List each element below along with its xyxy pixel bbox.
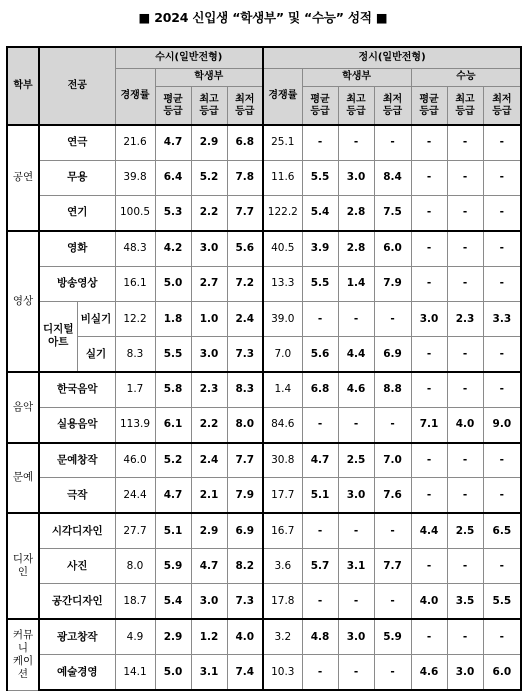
- susi-grade-cell: 6.4: [155, 160, 191, 195]
- jeong-grade-cell: -: [302, 513, 338, 548]
- suneung-grade-cell: 4.0: [411, 584, 447, 619]
- susi-grade-cell: 7.9: [227, 478, 263, 513]
- susi-grade-cell: 2.9: [191, 513, 227, 548]
- jeong-grade-cell: 5.9: [374, 619, 411, 654]
- score-table: [6, 46, 522, 691]
- table-body: [7, 47, 521, 690]
- suneung-grade-cell: -: [483, 549, 521, 584]
- jeong-grade-cell: 3.0: [338, 478, 374, 513]
- suneung-grade-cell: -: [483, 478, 521, 513]
- jeong-grade-cell: 4.8: [302, 619, 338, 654]
- suneung-grade-cell: 4.6: [411, 655, 447, 691]
- jeong-grade-cell: -: [338, 301, 374, 336]
- suneung-grade-cell: 3.5: [447, 584, 483, 619]
- jeong-grade-cell: -: [338, 655, 374, 691]
- susi-competition-cell: 14.1: [115, 655, 155, 691]
- jeong-grade-cell: 3.0: [338, 160, 374, 195]
- sub-major-cell: 비실기: [77, 301, 115, 336]
- susi-competition-cell: 16.1: [115, 266, 155, 301]
- jeong-grade-cell: -: [338, 407, 374, 442]
- table-row: [7, 125, 521, 160]
- jeong-grade-cell: -: [302, 125, 338, 160]
- dept-cell: 문예: [7, 443, 39, 514]
- suneung-grade-cell: -: [447, 478, 483, 513]
- suneung-grade-cell: -: [411, 549, 447, 584]
- suneung-grade-cell: 3.0: [411, 301, 447, 336]
- jeong-grade-cell: 6.0: [374, 231, 411, 266]
- jeong-grade-cell: 4.6: [338, 372, 374, 407]
- jeong-competition-cell: 39.0: [263, 301, 302, 336]
- suneung-grade-cell: 3.0: [447, 655, 483, 691]
- susi-grade-cell: 3.0: [191, 337, 227, 372]
- table-row: [7, 301, 521, 336]
- susi-grade-cell: 2.3: [191, 372, 227, 407]
- suneung-grade-cell: -: [447, 125, 483, 160]
- table-row: [7, 513, 521, 548]
- major-cell: 사진: [39, 549, 115, 584]
- header-suneung-worst: 최저 등급: [483, 87, 521, 125]
- jeong-grade-cell: -: [374, 584, 411, 619]
- jeong-grade-cell: -: [374, 513, 411, 548]
- suneung-grade-cell: -: [483, 443, 521, 478]
- suneung-grade-cell: -: [411, 195, 447, 230]
- jeong-grade-cell: 5.6: [302, 337, 338, 372]
- jeong-grade-cell: 7.9: [374, 266, 411, 301]
- dept-cell: 커뮤니 케이션: [7, 619, 39, 690]
- major-cell: 시각디자인: [39, 513, 115, 548]
- susi-competition-cell: 8.0: [115, 549, 155, 584]
- susi-grade-cell: 5.0: [155, 655, 191, 691]
- jeong-grade-cell: 5.4: [302, 195, 338, 230]
- suneung-grade-cell: -: [411, 372, 447, 407]
- major-cell: 무용: [39, 160, 115, 195]
- susi-grade-cell: 4.7: [191, 549, 227, 584]
- susi-grade-cell: 4.7: [155, 125, 191, 160]
- header-jeong-competition: 경쟁률: [263, 68, 302, 125]
- suneung-grade-cell: -: [447, 195, 483, 230]
- table-row: [7, 443, 521, 478]
- header-susi: 수시(일반전형): [115, 47, 263, 68]
- susi-competition-cell: 12.2: [115, 301, 155, 336]
- jeong-grade-cell: -: [302, 407, 338, 442]
- table-row: [7, 195, 521, 230]
- jeong-grade-cell: 3.9: [302, 231, 338, 266]
- suneung-grade-cell: -: [447, 372, 483, 407]
- jeong-grade-cell: -: [374, 655, 411, 691]
- suneung-grade-cell: -: [447, 266, 483, 301]
- jeong-grade-cell: 7.6: [374, 478, 411, 513]
- suneung-grade-cell: -: [411, 266, 447, 301]
- dept-cell: 디자인: [7, 513, 39, 619]
- susi-grade-cell: 6.8: [227, 125, 263, 160]
- susi-competition-cell: 4.9: [115, 619, 155, 654]
- susi-grade-cell: 1.2: [191, 619, 227, 654]
- table-row: [7, 584, 521, 619]
- jeong-competition-cell: 10.3: [263, 655, 302, 691]
- susi-grade-cell: 2.4: [191, 443, 227, 478]
- major-cell: 디지털 아트: [39, 301, 77, 372]
- table-row: [7, 549, 521, 584]
- jeong-grade-cell: -: [338, 513, 374, 548]
- table-row: [7, 231, 521, 266]
- suneung-grade-cell: -: [447, 619, 483, 654]
- susi-grade-cell: 4.7: [155, 478, 191, 513]
- susi-grade-cell: 2.1: [191, 478, 227, 513]
- jeong-grade-cell: 8.4: [374, 160, 411, 195]
- susi-grade-cell: 8.0: [227, 407, 263, 442]
- jeong-grade-cell: 2.8: [338, 231, 374, 266]
- header-susi-hakseangbu: 학생부: [155, 68, 263, 87]
- dept-cell: 공연: [7, 125, 39, 231]
- table-row: [7, 266, 521, 301]
- susi-grade-cell: 5.1: [155, 513, 191, 548]
- susi-grade-cell: 5.5: [155, 337, 191, 372]
- susi-competition-cell: 18.7: [115, 584, 155, 619]
- susi-grade-cell: 2.9: [191, 125, 227, 160]
- table-row: [7, 407, 521, 442]
- jeong-competition-cell: 7.0: [263, 337, 302, 372]
- susi-grade-cell: 2.2: [191, 195, 227, 230]
- susi-grade-cell: 5.8: [155, 372, 191, 407]
- susi-grade-cell: 7.7: [227, 443, 263, 478]
- jeong-grade-cell: 3.0: [338, 619, 374, 654]
- susi-competition-cell: 113.9: [115, 407, 155, 442]
- suneung-grade-cell: -: [447, 160, 483, 195]
- header-major: 전공: [39, 47, 115, 125]
- susi-grade-cell: 3.1: [191, 655, 227, 691]
- header-suneung-avg: 평균 등급: [411, 87, 447, 125]
- table-row: [7, 372, 521, 407]
- header-susi-best: 최고 등급: [191, 87, 227, 125]
- susi-competition-cell: 39.8: [115, 160, 155, 195]
- suneung-grade-cell: -: [411, 125, 447, 160]
- jeong-competition-cell: 17.7: [263, 478, 302, 513]
- jeong-grade-cell: 5.1: [302, 478, 338, 513]
- jeong-competition-cell: 25.1: [263, 125, 302, 160]
- suneung-grade-cell: -: [447, 443, 483, 478]
- header-suneung-best: 최고 등급: [447, 87, 483, 125]
- susi-grade-cell: 5.9: [155, 549, 191, 584]
- suneung-grade-cell: -: [483, 266, 521, 301]
- header-susi-competition: 경쟁률: [115, 68, 155, 125]
- major-cell: 문예창작: [39, 443, 115, 478]
- suneung-grade-cell: -: [483, 125, 521, 160]
- jeong-competition-cell: 13.3: [263, 266, 302, 301]
- jeong-grade-cell: 5.5: [302, 160, 338, 195]
- jeong-competition-cell: 11.6: [263, 160, 302, 195]
- susi-grade-cell: 4.2: [155, 231, 191, 266]
- susi-grade-cell: 7.3: [227, 337, 263, 372]
- major-cell: 광고창작: [39, 619, 115, 654]
- susi-grade-cell: 5.6: [227, 231, 263, 266]
- jeong-competition-cell: 40.5: [263, 231, 302, 266]
- jeong-competition-cell: 17.8: [263, 584, 302, 619]
- susi-competition-cell: 24.4: [115, 478, 155, 513]
- susi-competition-cell: 27.7: [115, 513, 155, 548]
- suneung-grade-cell: 2.3: [447, 301, 483, 336]
- jeong-competition-cell: 3.6: [263, 549, 302, 584]
- jeong-grade-cell: -: [302, 301, 338, 336]
- susi-grade-cell: 7.4: [227, 655, 263, 691]
- jeong-grade-cell: 4.4: [338, 337, 374, 372]
- susi-grade-cell: 3.0: [191, 231, 227, 266]
- dept-cell: 음악: [7, 372, 39, 443]
- suneung-grade-cell: -: [411, 337, 447, 372]
- suneung-grade-cell: 4.4: [411, 513, 447, 548]
- major-cell: 예술경영: [39, 655, 115, 691]
- major-cell: 영화: [39, 231, 115, 266]
- susi-grade-cell: 6.9: [227, 513, 263, 548]
- major-cell: 연기: [39, 195, 115, 230]
- susi-grade-cell: 5.4: [155, 584, 191, 619]
- susi-grade-cell: 7.7: [227, 195, 263, 230]
- header-suneung: 수능: [411, 68, 521, 87]
- susi-grade-cell: 1.8: [155, 301, 191, 336]
- major-cell: 연극: [39, 125, 115, 160]
- sub-major-cell: 실기: [77, 337, 115, 372]
- suneung-grade-cell: -: [447, 549, 483, 584]
- susi-grade-cell: 5.2: [155, 443, 191, 478]
- table-row: [7, 478, 521, 513]
- suneung-grade-cell: -: [483, 231, 521, 266]
- jeong-grade-cell: -: [302, 655, 338, 691]
- susi-competition-cell: 48.3: [115, 231, 155, 266]
- major-cell: 실용음악: [39, 407, 115, 442]
- suneung-grade-cell: -: [411, 443, 447, 478]
- jeong-grade-cell: 1.4: [338, 266, 374, 301]
- susi-grade-cell: 1.0: [191, 301, 227, 336]
- suneung-grade-cell: -: [483, 195, 521, 230]
- suneung-grade-cell: 6.0: [483, 655, 521, 691]
- page-title: ■ 2024 신입생 “학생부” 및 “수능” 성적 ■: [138, 10, 388, 25]
- suneung-grade-cell: 3.3: [483, 301, 521, 336]
- header-susi-worst: 최저 등급: [227, 87, 263, 125]
- susi-grade-cell: 7.8: [227, 160, 263, 195]
- susi-competition-cell: 1.7: [115, 372, 155, 407]
- jeong-grade-cell: 3.1: [338, 549, 374, 584]
- suneung-grade-cell: -: [483, 372, 521, 407]
- susi-competition-cell: 46.0: [115, 443, 155, 478]
- suneung-grade-cell: -: [483, 160, 521, 195]
- susi-grade-cell: 8.2: [227, 549, 263, 584]
- susi-grade-cell: 6.1: [155, 407, 191, 442]
- table-row: [7, 337, 521, 372]
- jeong-grade-cell: 6.9: [374, 337, 411, 372]
- susi-grade-cell: 5.2: [191, 160, 227, 195]
- jeong-competition-cell: 122.2: [263, 195, 302, 230]
- suneung-grade-cell: -: [447, 337, 483, 372]
- jeong-competition-cell: 84.6: [263, 407, 302, 442]
- susi-grade-cell: 2.9: [155, 619, 191, 654]
- susi-grade-cell: 4.0: [227, 619, 263, 654]
- jeong-grade-cell: 2.8: [338, 195, 374, 230]
- suneung-grade-cell: 7.1: [411, 407, 447, 442]
- jeong-competition-cell: 30.8: [263, 443, 302, 478]
- jeong-competition-cell: 3.2: [263, 619, 302, 654]
- susi-competition-cell: 21.6: [115, 125, 155, 160]
- jeong-grade-cell: -: [374, 407, 411, 442]
- jeong-competition-cell: 16.7: [263, 513, 302, 548]
- jeong-grade-cell: 5.5: [302, 266, 338, 301]
- major-cell: 공간디자인: [39, 584, 115, 619]
- header-dept: 학부: [7, 47, 39, 125]
- susi-grade-cell: 5.3: [155, 195, 191, 230]
- susi-grade-cell: 2.4: [227, 301, 263, 336]
- jeong-grade-cell: 4.7: [302, 443, 338, 478]
- susi-grade-cell: 2.7: [191, 266, 227, 301]
- jeong-grade-cell: -: [338, 584, 374, 619]
- jeong-grade-cell: 6.8: [302, 372, 338, 407]
- major-cell: 방송영상: [39, 266, 115, 301]
- table-row: [7, 160, 521, 195]
- jeong-grade-cell: 2.5: [338, 443, 374, 478]
- suneung-grade-cell: 9.0: [483, 407, 521, 442]
- jeong-grade-cell: 7.5: [374, 195, 411, 230]
- suneung-grade-cell: 5.5: [483, 584, 521, 619]
- header-jeong-worst: 최저 등급: [374, 87, 411, 125]
- susi-competition-cell: 100.5: [115, 195, 155, 230]
- suneung-grade-cell: 6.5: [483, 513, 521, 548]
- header-jeong-avg: 평균 등급: [302, 87, 338, 125]
- suneung-grade-cell: 4.0: [447, 407, 483, 442]
- jeong-grade-cell: 7.0: [374, 443, 411, 478]
- header-susi-avg: 평균 등급: [155, 87, 191, 125]
- jeong-grade-cell: -: [374, 301, 411, 336]
- suneung-grade-cell: -: [411, 478, 447, 513]
- jeong-grade-cell: -: [338, 125, 374, 160]
- table-row: [7, 619, 521, 654]
- susi-grade-cell: 2.2: [191, 407, 227, 442]
- jeong-competition-cell: 1.4: [263, 372, 302, 407]
- header-jeongsi: 정시(일반전형): [263, 47, 521, 68]
- header-row-1: [7, 47, 521, 68]
- susi-grade-cell: 7.2: [227, 266, 263, 301]
- suneung-grade-cell: -: [483, 337, 521, 372]
- major-cell: 한국음악: [39, 372, 115, 407]
- dept-cell: 영상: [7, 231, 39, 372]
- suneung-grade-cell: -: [483, 619, 521, 654]
- jeong-grade-cell: -: [302, 584, 338, 619]
- jeong-grade-cell: 8.8: [374, 372, 411, 407]
- header-jeong-best: 최고 등급: [338, 87, 374, 125]
- suneung-grade-cell: -: [447, 231, 483, 266]
- jeong-grade-cell: 5.7: [302, 549, 338, 584]
- header-jeong-hakseangbu: 학생부: [302, 68, 411, 87]
- jeong-grade-cell: -: [374, 125, 411, 160]
- susi-grade-cell: 7.3: [227, 584, 263, 619]
- susi-grade-cell: 3.0: [191, 584, 227, 619]
- susi-grade-cell: 5.0: [155, 266, 191, 301]
- susi-grade-cell: 8.3: [227, 372, 263, 407]
- susi-competition-cell: 8.3: [115, 337, 155, 372]
- suneung-grade-cell: -: [411, 160, 447, 195]
- table-row: [7, 655, 521, 691]
- suneung-grade-cell: 2.5: [447, 513, 483, 548]
- major-cell: 극작: [39, 478, 115, 513]
- suneung-grade-cell: -: [411, 619, 447, 654]
- suneung-grade-cell: -: [411, 231, 447, 266]
- jeong-grade-cell: 7.7: [374, 549, 411, 584]
